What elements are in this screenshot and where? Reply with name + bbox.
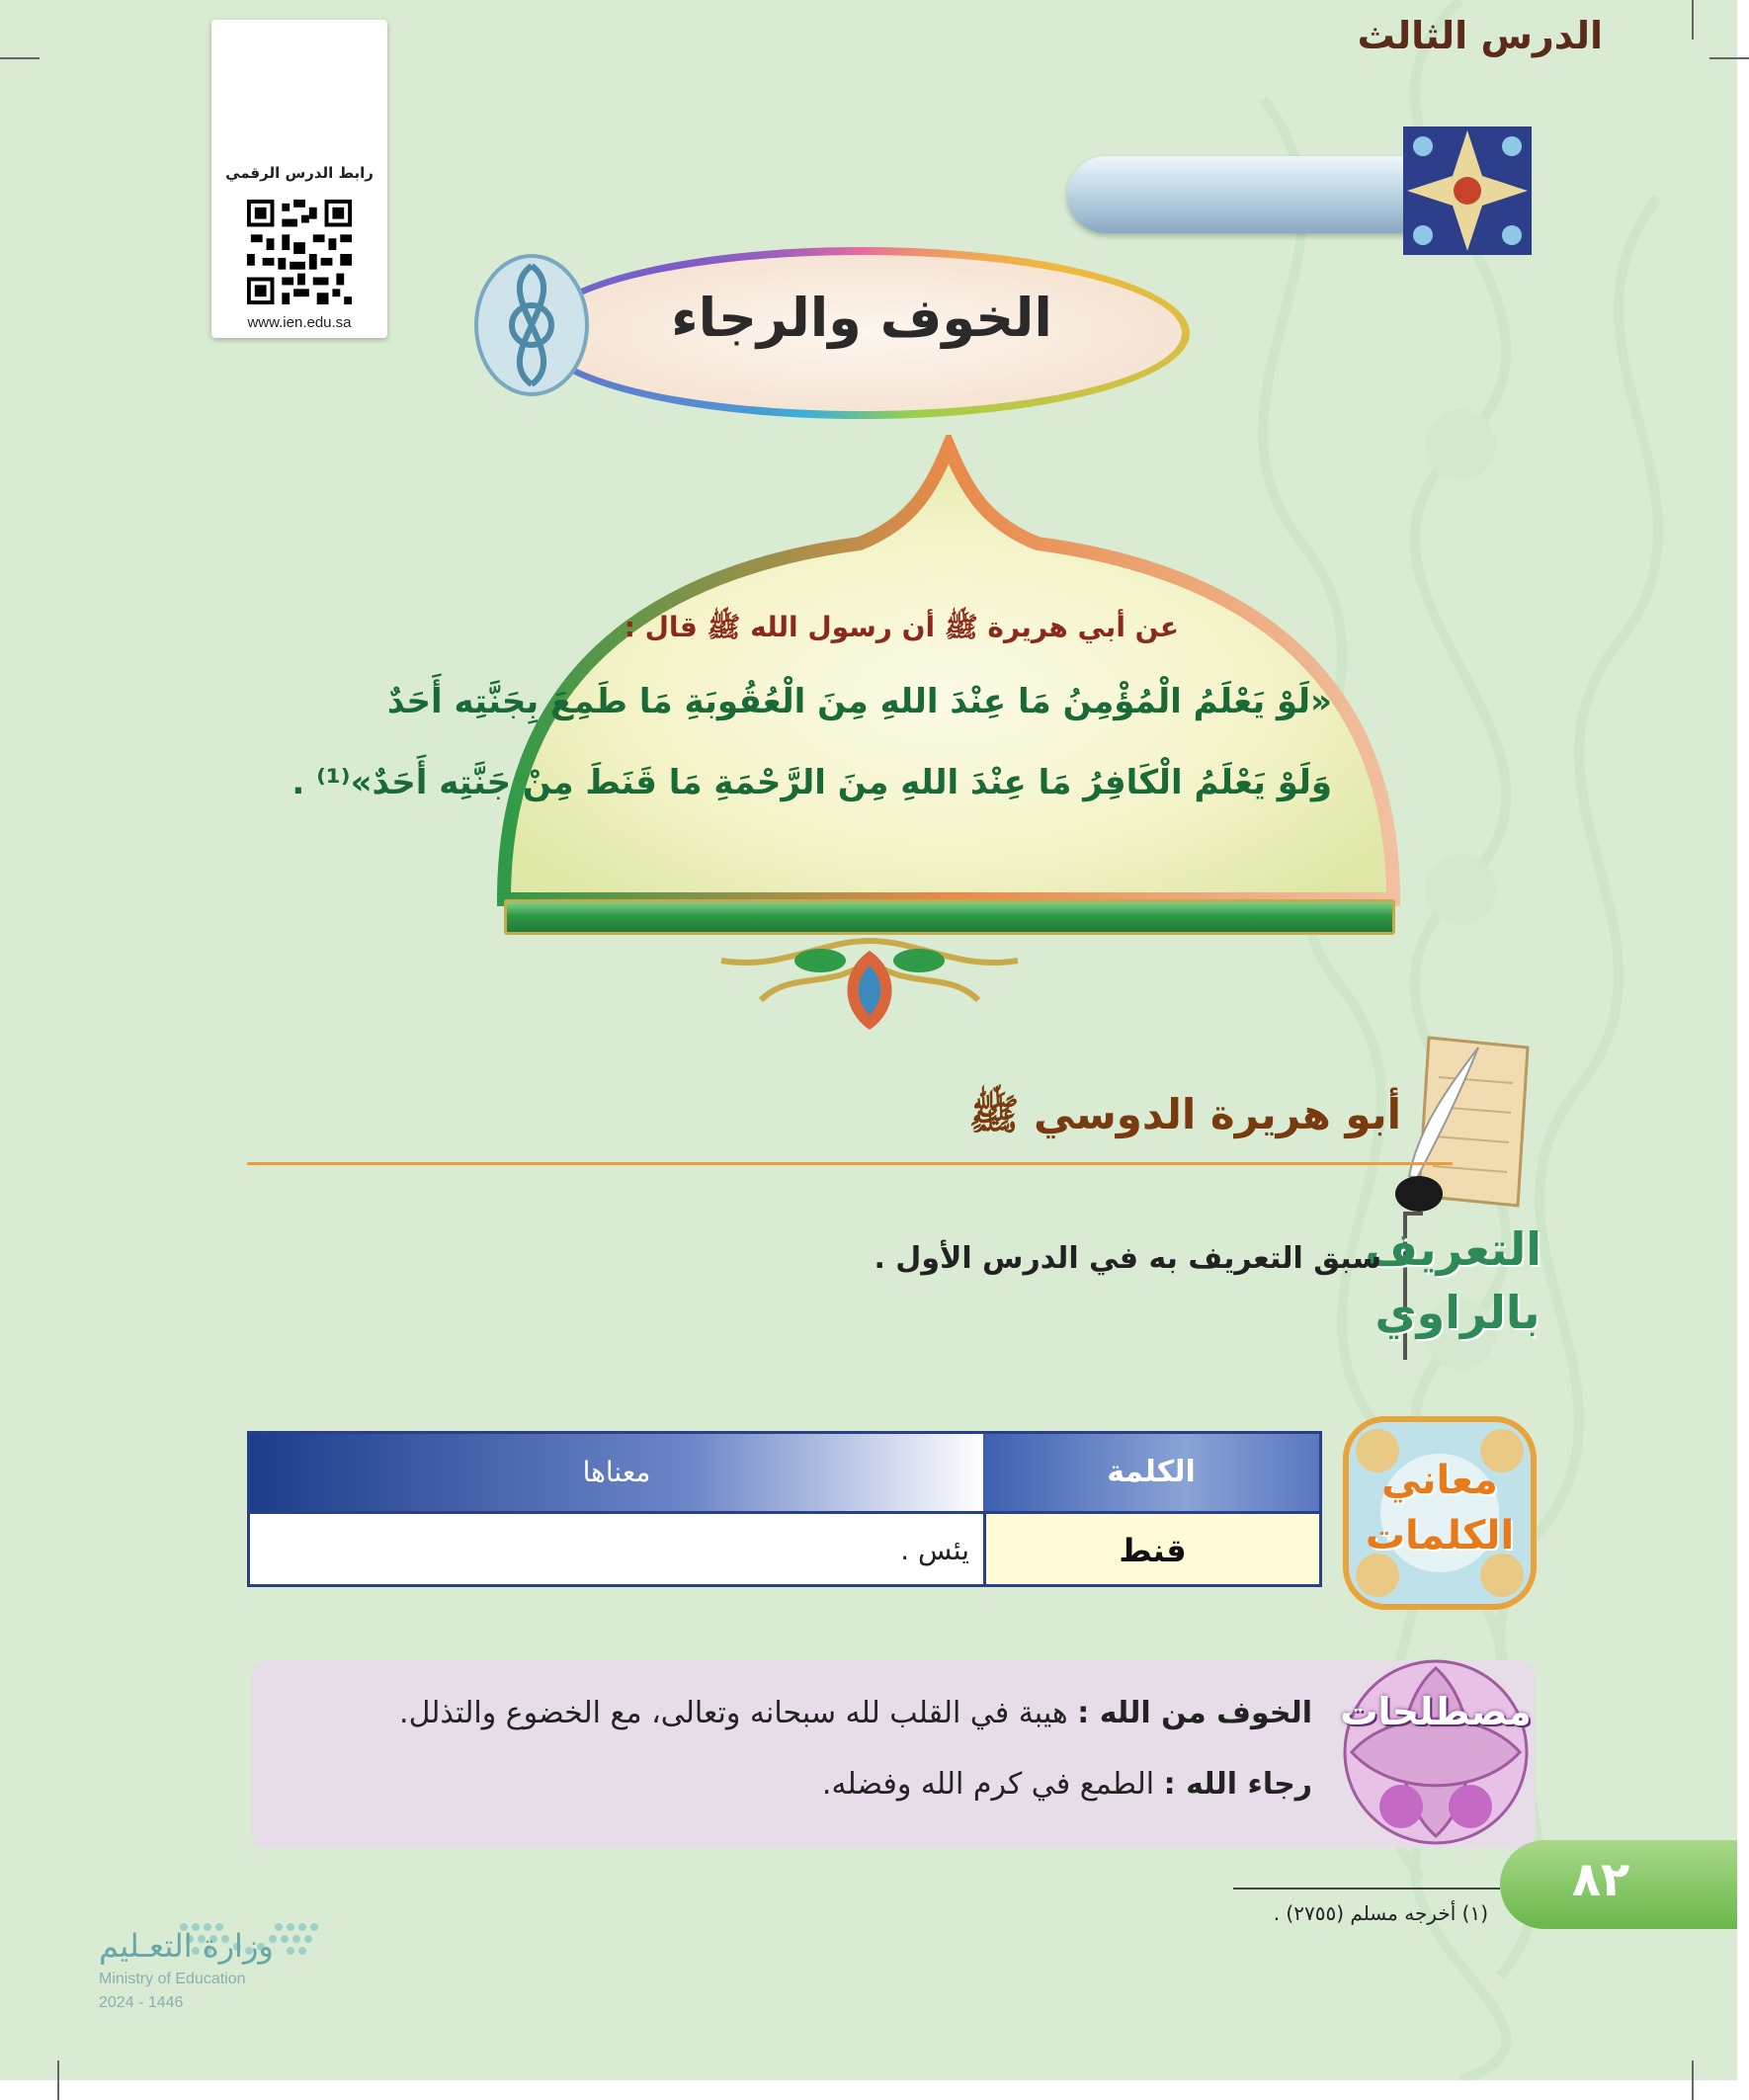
term-definition: الطمع في كرم الله وفضله.	[821, 1767, 1164, 1802]
crop-mark	[1709, 57, 1749, 59]
ministry-name-arabic: وزارة التعـليم	[99, 1927, 274, 1965]
crop-mark	[0, 57, 40, 59]
term-item	[399, 1696, 1312, 1730]
vocabulary-badge-line-1: معاني	[1381, 1458, 1498, 1503]
digital-lesson-qr-card[interactable]	[211, 20, 387, 338]
hadith-base-bar	[504, 899, 1395, 935]
crop-mark	[1692, 0, 1694, 40]
vocab-cell-word: قنط	[983, 1511, 1319, 1584]
lesson-number-label: الدرس الثالث	[1357, 14, 1603, 57]
terms-badge-label: مصطلحات	[1340, 1690, 1532, 1733]
term-definition: هيبة في القلب لله سبحانه وتعالى، مع الخضوع والتذلل.	[399, 1696, 1078, 1730]
term-name: رجاء الله :	[1163, 1767, 1312, 1802]
narrator-heading-line-1: التعريف	[1365, 1222, 1541, 1276]
hadith-text-line-2: وَلَوْ يَعْلَمُ الْكَافِرُ مَا عِنْدَ اللهِ مِنَ الرَّحْمَةِ مَا قَنَطَ مِنْ جَنَّتِه أَحَدٌ»⁽¹⁾ .	[292, 763, 1332, 802]
narrator-section-heading	[1365, 1218, 1541, 1344]
vocabulary-table	[247, 1431, 1322, 1587]
dome-hadith-frame	[484, 435, 1413, 919]
vocab-header-word: الكلمة	[980, 1434, 1319, 1511]
quill-and-scroll-icon	[1389, 1028, 1538, 1216]
ministry-year: 2024 - 1446	[99, 1994, 184, 2011]
qr-caption: رابط الدرس الرقمي	[225, 164, 374, 182]
vocabulary-badge-line-2: الكلمات	[1365, 1513, 1515, 1558]
lesson-title: الخوف والرجاء	[671, 287, 1052, 349]
qr-code-icon[interactable]	[243, 196, 356, 308]
narrator-heading-line-2: بالراوي	[1374, 1286, 1541, 1339]
terms-badge-icon	[1332, 1648, 1540, 1856]
ministry-name-english: Ministry of Education	[99, 1971, 246, 1987]
term-name: الخوف من الله :	[1077, 1696, 1312, 1730]
page-number: ٨٢	[1571, 1852, 1630, 1907]
section-divider	[247, 1162, 1453, 1165]
hadith-text-line-1: «لَوْ يَعْلَمُ الْمُؤْمِنُ مَا عِنْدَ اللهِ مِنَ الْعُقُوبَةِ مَا طَمِعَ بِجَنَّتِه أَحَدٌ	[386, 682, 1332, 721]
crop-mark	[1692, 2060, 1694, 2100]
qr-url[interactable]: www.ien.edu.sa	[247, 314, 352, 331]
footnote-rule	[1233, 1888, 1500, 1890]
footnote: (١) أخرجه مسلم (٢٧٥٥) .	[1273, 1901, 1488, 1925]
narrator-name: أبو هريرة الدوسي ﷺ	[968, 1090, 1401, 1138]
vocabulary-badge-label	[1338, 1453, 1541, 1563]
crop-mark	[57, 2060, 59, 2100]
narrator-description: سبق التعريف به في الدرس الأول .	[874, 1241, 1381, 1276]
term-item	[822, 1767, 1312, 1802]
celtic-knot-icon	[470, 251, 593, 399]
vocab-cell-meaning: يئس .	[250, 1511, 983, 1584]
hadith-isnad: عن أبي هريرة ﷺ أن رسول الله ﷺ قال :	[624, 611, 1179, 643]
lesson-ornament-icon	[1393, 117, 1541, 265]
vocab-header-meaning: معناها	[250, 1434, 983, 1511]
floral-ornament-icon	[702, 931, 1038, 1042]
